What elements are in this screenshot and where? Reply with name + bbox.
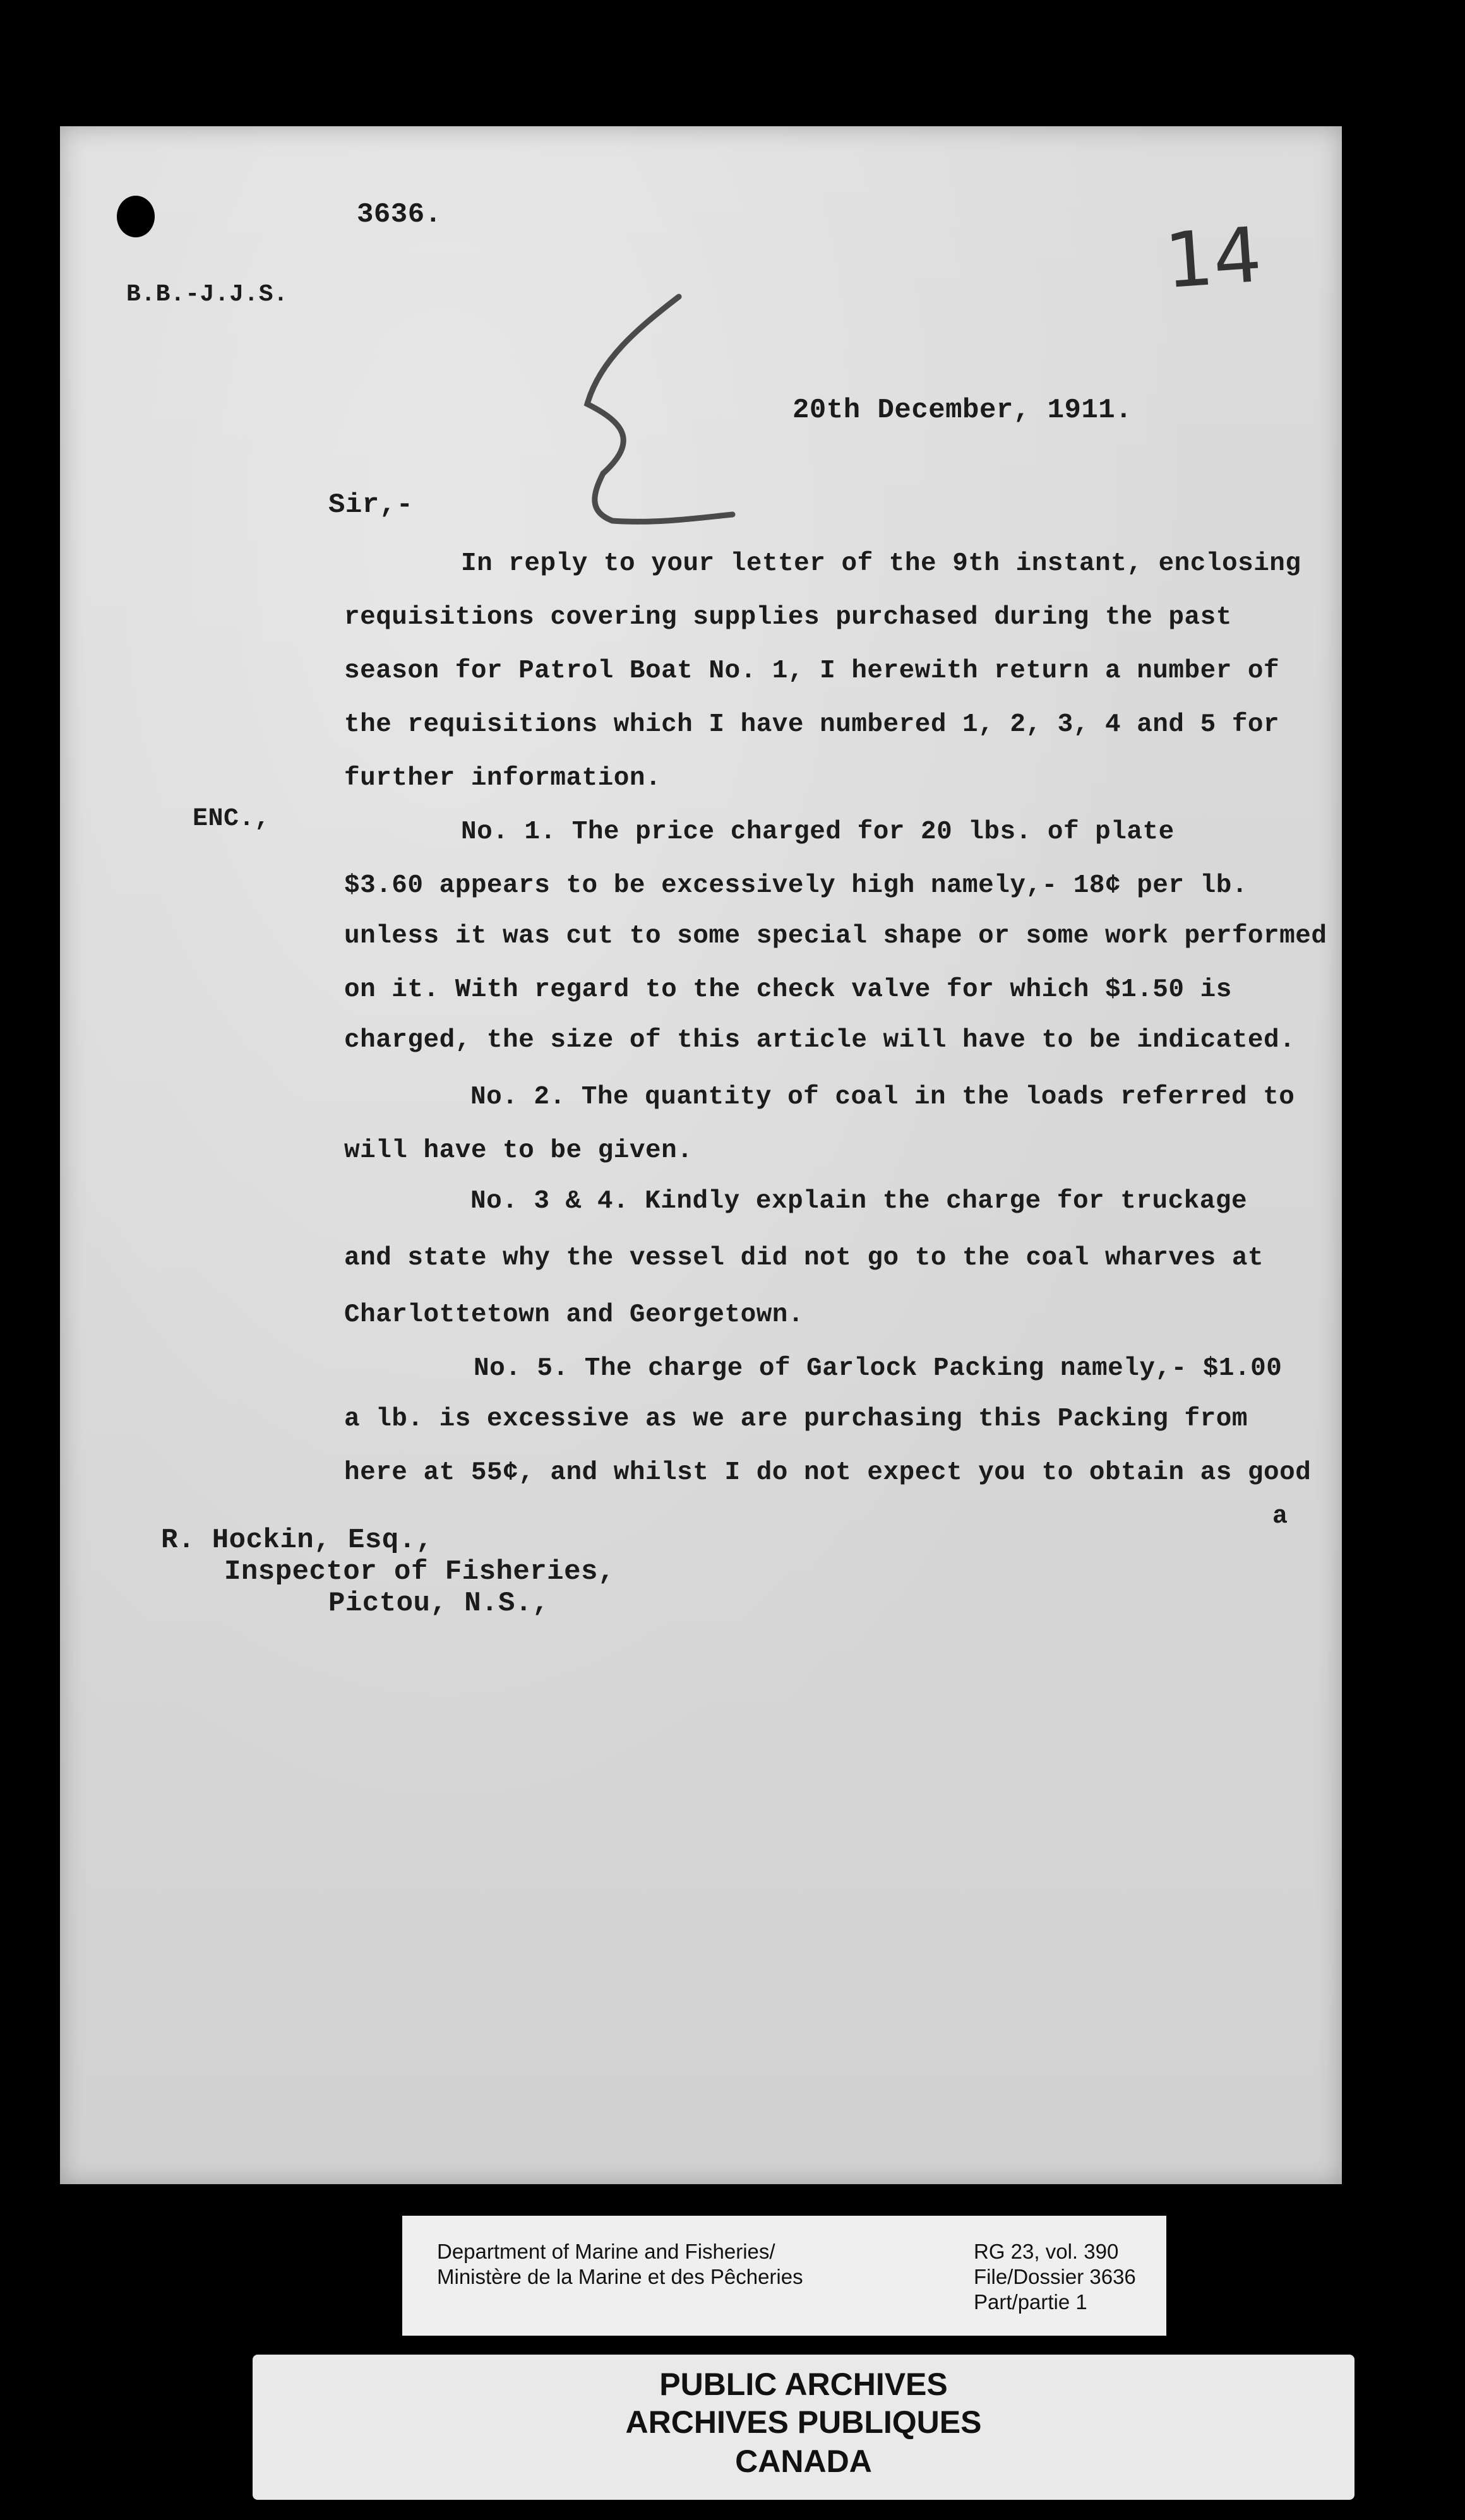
body-line: No. 2. The quantity of coal in the loads referred to: [470, 1083, 1295, 1112]
initials: B.B.-J.J.S.: [126, 281, 289, 308]
body-line: charged, the size of this article will have to be indicated.: [344, 1026, 1296, 1055]
body-line: on it. With regard to the check valve for which $1.50 is: [344, 975, 1232, 1004]
public-archives-stamp: [253, 2355, 1354, 2500]
body-line: further information.: [344, 764, 662, 793]
body-line: and state why the vessel did not go to the coal wharves at: [344, 1244, 1264, 1273]
stamp-line-3: CANADA: [735, 2444, 872, 2479]
body-line: Charlottetown and Georgetown.: [344, 1300, 804, 1329]
file-number: 3636.: [357, 199, 442, 230]
stamp-line-1: PUBLIC ARCHIVES: [659, 2367, 948, 2402]
letter-date: 20th December, 1911.: [792, 395, 1133, 426]
addressee-place: Pictou, N.S.,: [328, 1588, 549, 1619]
body-line: No. 1. The price charged for 20 lbs. of plate: [461, 817, 1175, 847]
catchword: a: [1272, 1502, 1288, 1531]
handwritten-page-number: 14: [1162, 211, 1265, 306]
enclosure-note: ENC.,: [193, 805, 270, 833]
file-dossier: File/Dossier 3636: [974, 2265, 1136, 2288]
part-partie: Part/partie 1: [974, 2290, 1087, 2314]
body-line: No. 3 & 4. Kindly explain the charge for truckage: [470, 1187, 1248, 1216]
addressee-title: Inspector of Fisheries,: [224, 1556, 615, 1588]
body-line: will have to be given.: [344, 1136, 693, 1165]
record-group: RG 23, vol. 390: [974, 2240, 1119, 2263]
department-name-fr: Ministère de la Marine et des Pêcheries: [437, 2265, 803, 2288]
body-line: season for Patrol Boat No. 1, I herewith return a number of: [344, 657, 1280, 686]
body-line: a lb. is excessive as we are purchasing this Packing from: [344, 1405, 1248, 1434]
department-name-en: Department of Marine and Fisheries/: [437, 2240, 775, 2263]
body-line: $3.60 appears to be excessively high namely,- 18¢ per lb.: [344, 871, 1248, 900]
punch-hole: [117, 196, 155, 237]
handwritten-mark: [543, 290, 783, 556]
body-line: No. 5. The charge of Garlock Packing namely,- $1.00: [474, 1354, 1283, 1383]
stamp-line-2: ARCHIVES PUBLIQUES: [625, 2404, 982, 2440]
body-line: requisitions covering supplies purchased during the past: [344, 603, 1232, 632]
body-line: unless it was cut to some special shape or some work performed: [344, 922, 1327, 951]
salutation: Sir,-: [328, 489, 414, 521]
body-line: In reply to your letter of the 9th instant, enclosing: [461, 549, 1301, 578]
archive-reference-label: [402, 2216, 1166, 2336]
addressee-name: R. Hockin, Esq.,: [161, 1524, 433, 1556]
body-line: here at 55¢, and whilst I do not expect you to obtain as good: [344, 1458, 1312, 1487]
body-line: the requisitions which I have numbered 1, 2, 3, 4 and 5 for: [344, 710, 1280, 739]
